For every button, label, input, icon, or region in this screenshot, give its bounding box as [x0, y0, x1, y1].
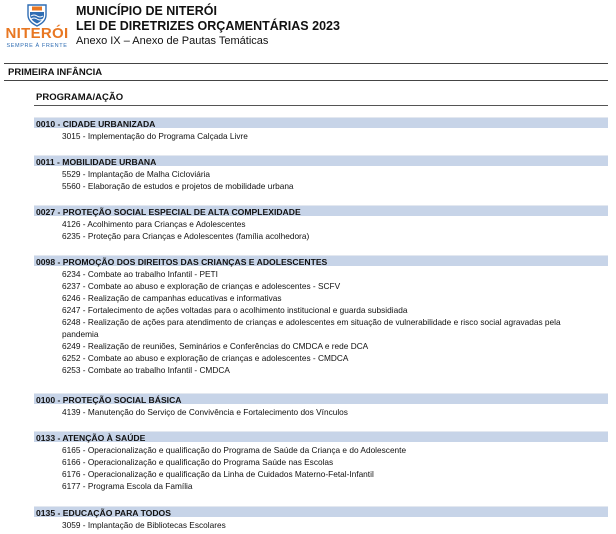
niteroi-logo [4, 3, 70, 55]
logo-slogan: SEMPRE À FRENTE [6, 43, 68, 49]
program-block [34, 155, 608, 192]
program-title: 0098 - PROMOÇÃO DOS DIREITOS DAS CRIANÇAS E ADOLESCENTES [36, 257, 328, 267]
action-item: 3015 - Implementação do Programa Calçada Livre [62, 131, 248, 141]
action-list [34, 444, 608, 492]
section-divider [4, 80, 608, 81]
action-item: 6247 - Fortalecimento de ações voltadas para o acolhimento institucional e guarda subsidiada [62, 305, 408, 315]
program-title: 0027 - PROTEÇÃO SOCIAL ESPECIAL DE ALTA COMPLEXIDADE [36, 207, 301, 217]
program-block [34, 431, 608, 492]
column-header: PROGRAMA/AÇÃO [36, 92, 124, 103]
action-item: 3059 - Implantação de Bibliotecas Escolares [62, 520, 226, 530]
action-item: 6166 - Operacionalização e qualificação do Programa Saúde nas Escolas [62, 457, 334, 467]
program-title: 0010 - CIDADE URBANIZADA [36, 119, 156, 129]
law-title: LEI DE DIRETRIZES ORÇAMENTÁRIAS 2023 [76, 19, 340, 33]
action-list [34, 519, 608, 531]
action-list [34, 130, 608, 142]
program-title: 0100 - PROTEÇÃO SOCIAL BÁSICA [36, 395, 182, 405]
action-item: 6246 - Realização de campanhas educativas e informativas [62, 293, 282, 303]
header-titles [76, 4, 340, 48]
action-item: 4126 - Acolhimento para Crianças e Adolescentes [62, 219, 246, 229]
action-list [34, 406, 608, 418]
logo-wordmark: NITERÓI [5, 25, 69, 42]
action-item: 6177 - Programa Escola da Família [62, 481, 193, 491]
action-list [34, 168, 608, 192]
program-title: 0135 - EDUCAÇÃO PARA TODOS [36, 508, 171, 518]
program-block [34, 205, 608, 242]
city-crest-icon [26, 3, 48, 27]
program-block [34, 255, 608, 376]
action-item: 6235 - Proteção para Crianças e Adolescentes (família acolhedora) [62, 231, 310, 241]
program-block [34, 506, 608, 531]
action-item: 6165 - Operacionalização e qualificação do Programa de Saúde da Criança e do Adolescente [62, 445, 407, 455]
action-item: 6253 - Combate ao trabalho Infantil - CMDCA [62, 365, 230, 375]
program-title: 0133 - ATENÇÃO À SAÚDE [36, 433, 146, 443]
action-item: 5529 - Implantação de Malha Cicloviária [62, 169, 211, 179]
action-item: 5560 - Elaboração de estudos e projetos de mobilidade urbana [62, 181, 294, 191]
municipality-title: MUNICÍPIO DE NITERÓI [76, 4, 217, 18]
action-item: 6249 - Realização de reuniões, Seminários e Conferências do CMDCA e rede DCA [62, 341, 369, 351]
action-item: 6176 - Operacionalização e qualificação da Linha de Cuidados Materno-Fetal-Infantil [62, 469, 374, 479]
section-title: PRIMEIRA INFÂNCIA [8, 67, 103, 78]
action-item: 6252 - Combate ao abuso e exploração de crianças e adolescentes - CMDCA [62, 353, 349, 363]
action-item: 6234 - Combate ao trabalho Infantil - PETI [62, 269, 218, 279]
document-header [0, 0, 616, 60]
header-divider [4, 63, 608, 64]
action-list [34, 218, 608, 242]
program-title: 0011 - MOBILIDADE URBANA [36, 157, 157, 167]
action-item: 6237 - Combate ao abuso e exploração de crianças e adolescentes - SCFV [62, 281, 341, 291]
action-list [34, 268, 608, 376]
action-item: 6248 - Realização de ações para atendimento de crianças e adolescentes em situação de vulnerabilidade e risco social agravadas pela pandemia [62, 317, 561, 339]
program-block [34, 393, 608, 418]
action-item: 4139 - Manutenção do Serviço de Convivência e Fortalecimento dos Vínculos [62, 407, 348, 417]
annex-subtitle: Anexo IX – Anexo de Pautas Temáticas [76, 35, 269, 47]
column-divider [34, 105, 608, 106]
program-block [34, 117, 608, 142]
